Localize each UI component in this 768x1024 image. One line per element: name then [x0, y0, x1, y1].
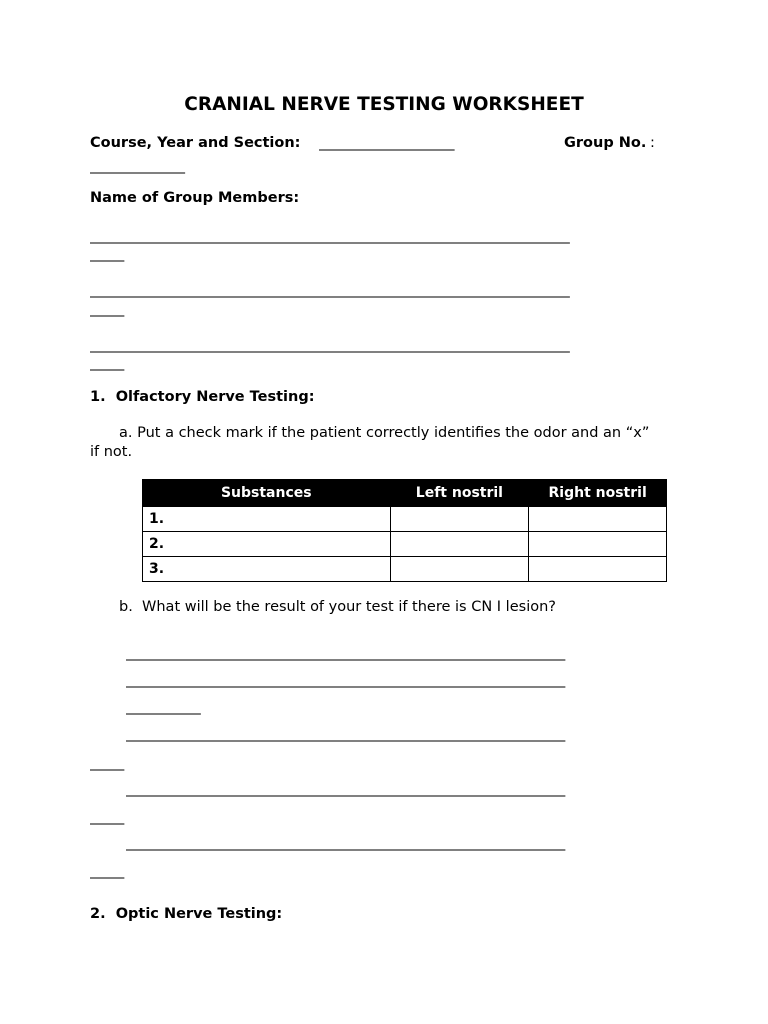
optic-heading: 2. Optic Nerve Testing:	[90, 906, 283, 922]
header-right-nostril: Right nostril	[529, 480, 667, 507]
course-blank: ____________________	[319, 136, 454, 151]
right-nostril-cell[interactable]	[529, 507, 667, 532]
answer-line-2: _________________________________________________________________	[126, 673, 565, 688]
answer-line-3-tail: _____	[90, 756, 124, 771]
olfactory-heading: 1. Olfactory Nerve Testing:	[90, 389, 315, 405]
page-title: CRANIAL NERVE TESTING WORKSHEET	[184, 94, 584, 115]
olfactory-table	[142, 479, 667, 582]
answer-line-2-tail: ___________	[126, 700, 201, 715]
right-nostril-cell[interactable]	[529, 557, 667, 582]
substance-cell: 1.	[143, 507, 391, 532]
answer-line-3: _________________________________________________________________	[126, 727, 565, 742]
answer-line-5-tail: _____	[90, 864, 124, 879]
member-line-3: _______________________________________________________________________	[90, 338, 570, 353]
instruction-a-line2: if not.	[90, 444, 133, 460]
table-header-row	[143, 480, 667, 507]
member-line-2: _______________________________________________________________________	[90, 283, 570, 298]
header-substances: Substances	[143, 480, 391, 507]
answer-line-4: _________________________________________________________________	[126, 782, 565, 797]
right-nostril-cell[interactable]	[529, 532, 667, 557]
instruction-a-line1: a. Put a check mark if the patient correctly identifies the odor and an “x”	[119, 425, 650, 441]
table-row	[143, 532, 667, 557]
member-line-3-tail: _____	[90, 356, 124, 371]
member-line-1: _______________________________________________________________________	[90, 229, 570, 244]
table-row	[143, 557, 667, 582]
group-blank: ______________	[90, 159, 185, 174]
answer-line-5: _________________________________________________________________	[126, 836, 565, 851]
answer-line-1: _________________________________________________________________	[126, 646, 565, 661]
answer-line-4-tail: _____	[90, 810, 124, 825]
table-row	[143, 507, 667, 532]
left-nostril-cell[interactable]	[390, 532, 529, 557]
left-nostril-cell[interactable]	[390, 507, 529, 532]
question-b: b. What will be the result of your test if there is CN I lesion?	[119, 599, 556, 615]
members-label: Name of Group Members:	[90, 190, 300, 206]
group-label: Group No.	[564, 135, 647, 151]
substance-cell: 3.	[143, 557, 391, 582]
course-label: Course, Year and Section:	[90, 135, 301, 151]
left-nostril-cell[interactable]	[390, 557, 529, 582]
member-line-1-tail: _____	[90, 247, 124, 262]
member-line-2-tail: _____	[90, 302, 124, 317]
substance-cell: 2.	[143, 532, 391, 557]
group-colon: :	[650, 135, 655, 151]
header-left-nostril: Left nostril	[390, 480, 529, 507]
